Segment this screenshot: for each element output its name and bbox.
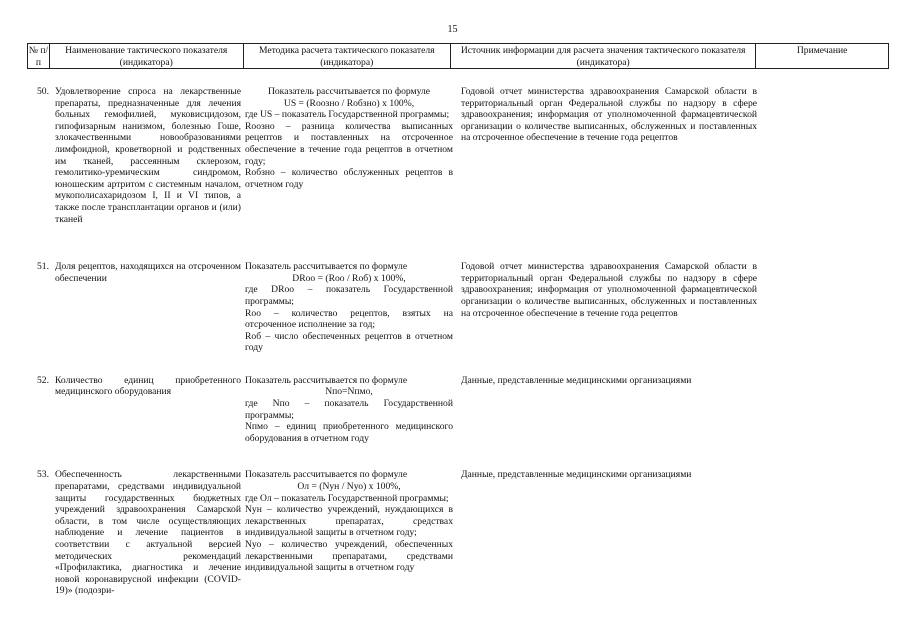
method-cell [245,375,455,445]
method-line: где DRоо – показатель Государственной программы; [245,284,453,307]
row-number: 50. [37,86,49,97]
method-formula: US = (Rоознo / Rобзно) x 100%, [283,97,415,109]
header-name: Наименование тактического показателя (индикатора) [50,44,244,68]
page-number: 15 [447,24,458,35]
note-cell [757,86,889,225]
method-line: Nпмо – единиц приобретенного медицинского оборудования в отчетном году [245,421,453,444]
method-cell [245,86,455,225]
method-intro: Показатель рассчитывается по формуле [245,469,408,481]
row-number: 52. [37,374,49,386]
method-formula: DRоо = (Rоо / Rоб) x 100%, [292,272,406,284]
method-line: Nун – количество учреждений, нуждающихся в лекарственных препаратах, средствах индивидуальной защиты в отчетном году; [245,504,453,539]
method-line: где US – показатель Государственной программы; [245,109,450,121]
note-cell [757,375,889,445]
method-intro: Показатель рассчитывается по формуле [245,374,408,386]
method-intro: Показатель рассчитывается по формуле [267,86,431,97]
table-row [27,261,889,354]
table-body [27,69,889,597]
header-method: Методика расчета тактического показателя (индикатора) [244,44,452,68]
table-row [27,469,889,597]
row-number: 53. [37,469,49,481]
table-row [27,375,889,445]
method-line: Rоознo – разница количества выписанных рецептов и поставленных на отсроченное обеспечение в течение года рецептов в отчетном году; [245,120,453,167]
method-cell [245,469,455,597]
method-line: где Oл – показатель Государственной программы; [245,492,449,504]
source-cell: Данные, представленные медицинскими организациями [461,469,692,481]
method-line: Rоб – число обеспеченных рецептов в отчетном году [245,330,453,354]
header-note: Примечание [796,45,848,56]
indicator-name: Обеспеченность лекарственными препаратами, средствами индивидуальной защиты государственных бюджетных учреждений здравоохранения Самарской области, в том числе осуществляющих наблюдение и лечение пациентов в соответствии с актуальной версией методических рекомендаций «Профилактика, диагностика и лечение новой коронавирусной инфекции (COVID-19)» (подозри- [55,469,241,597]
row-number: 51. [37,261,49,273]
indicator-name: Доля рецептов, находящихся на отсроченном обеспечении [55,261,241,284]
method-line: Rобзно – количество обслуженных рецептов в отчетном году [245,167,453,190]
header-num: № п/п [28,45,49,68]
source-cell: Годовой отчет министерства здравоохранения Самарской области в территориальный орган Федеральной службы по надзору в сфере здравоохранения; информация от уполномоченной фармацевтической организации о количестве выписанных, обслуженных и поставленных на отсроченное обеспечение в течение года рецептов [461,261,757,319]
method-intro: Показатель рассчитывается по формуле [245,261,408,273]
method-cell [245,261,455,354]
method-line: Rоо – количество рецептов, взятых на отсроченное исполнение за год; [245,307,453,331]
method-formula: Oл = (Nун / Nуо) x 100%, [297,481,401,493]
method-formula: Nпо=Nпмо, [325,386,373,398]
indicator-name: Количество единиц приобретенного медицинского оборудования [55,374,241,398]
method-line: где Nпо – показатель Государственной программы; [245,398,453,421]
note-cell [757,261,889,354]
table-header [27,43,889,69]
source-cell: Данные, представленные медицинскими организациями [461,374,692,386]
table-row [27,86,889,225]
indicator-name: Удовлетворение спроса на лекарственные препараты, предназначенные для лечения больных гемофилией, муковисцидозом, гипофизарным нанизмом, болезнью Гоше, злокачественными новообразованиями лимфоидной, кроветворной и родственных им тканей, рассеянным склерозом, гемолитико-уремическим синдромом, юношеским артритом с системным началом, мукополисахаридозом I, II и VI типов, а также после трансплантации органов и (или) тканей [55,86,241,225]
note-cell [757,469,889,597]
header-source: Источник информации для расчета значения тактического показателя (индикатора) [451,44,756,68]
method-line: Nуо – количество учреждений, обеспеченных лекарственными препаратами, средствами индивидуальной защиты в отчетном году [245,539,453,574]
source-cell: Годовой отчет министерства здравоохранения Самарской области в территориальный орган Федеральной службы по надзору в сфере здравоохранения; информация от уполномоченной фармацевтической организации о количестве выписанных, обслуженных и поставленных на отсроченное обеспечение в течение года рецептов [461,86,757,144]
